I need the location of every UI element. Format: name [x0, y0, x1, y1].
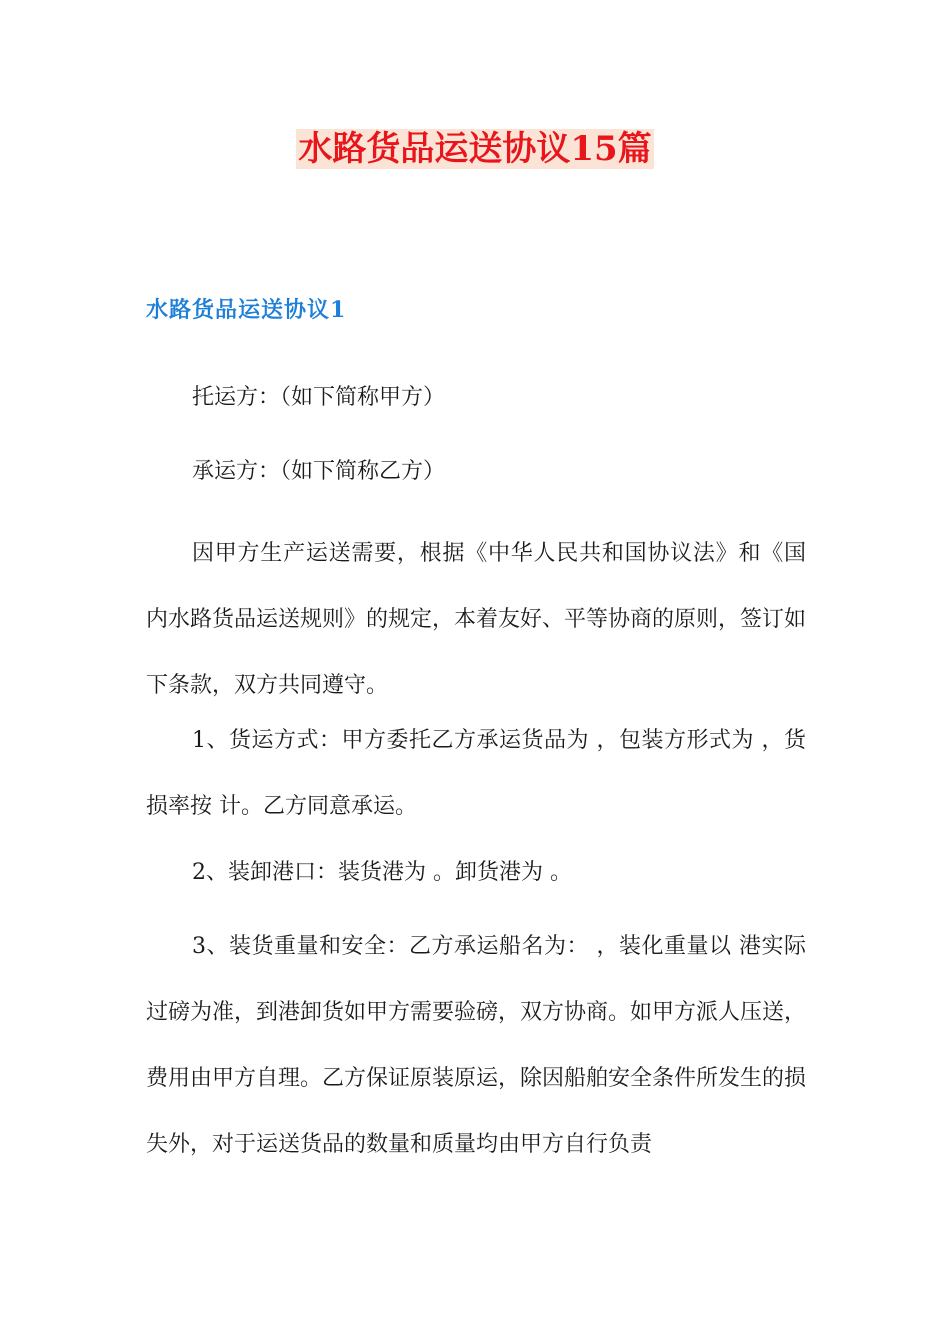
document-title [0, 124, 950, 174]
paragraph-clause-2: 2、装卸港口：装货港为 。卸货港为 。 [192, 860, 572, 885]
paragraph-clause-1: 1、货运方式：甲方委托乙方承运货品为 ，包装方形式为 ，货损率按 计。乙方同意承运。 [146, 728, 806, 819]
document-title-text: 水路货品运送协议15篇 [298, 129, 652, 169]
paragraph-preamble: 因甲方生产运送需要，根据《中华人民共和国协议法》和《国内水路货品运送规则》的规定，本着友好、平等协商的原则，签订如下条款，双方共同遵守。 [146, 541, 807, 698]
paragraph-consignor: 托运方：（如下简称甲方） [192, 385, 446, 410]
paragraph-carrier: 承运方：（如下简称乙方） [192, 459, 446, 484]
paragraph-clause-3: 3、装货重量和安全：乙方承运船名为： ，装化重量以 港实际过磅为准，到港卸货如甲方需要验磅，双方协商。如甲方派人压送，费用由甲方自理。乙方保证原装原运，除因船舶安全条件所发生的损失外，对于运送货品的数量和质量均由甲方自行负责 [146, 934, 807, 1157]
section-heading: 水路货品运送协议1 [146, 297, 347, 323]
